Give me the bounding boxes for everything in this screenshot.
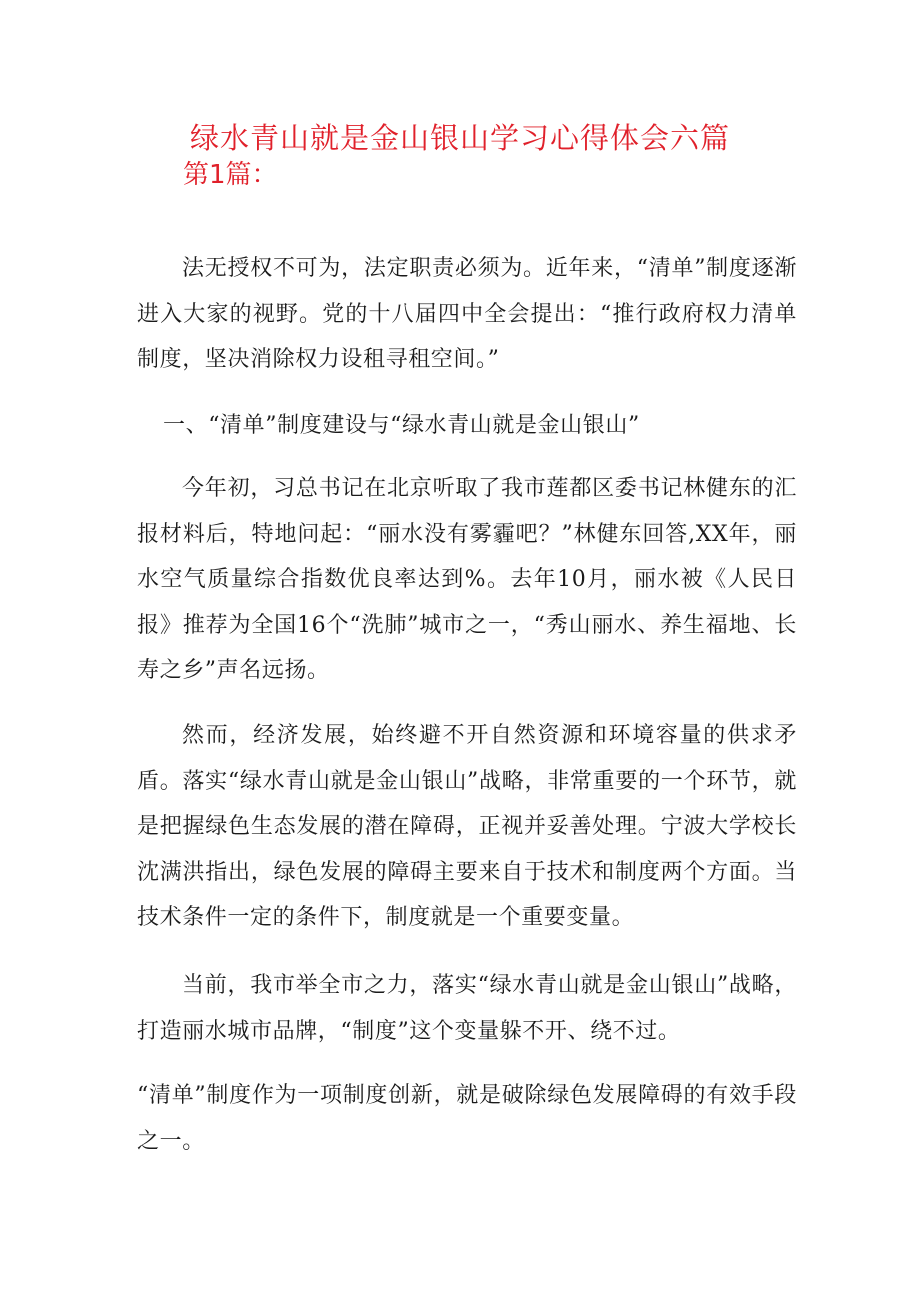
paragraph-checklist: “清单”制度作为一项制度创新，就是破除绿色发展障碍的有效手段之一。: [137, 1083, 797, 1154]
paragraph-intro: 法无授权不可为，法定职责必须为。近年来，“清单”制度逐渐进入大家的视野。党的十八届四中全会提出：“推行政府权力清单制度，坚决消除权力设租寻租空间。”: [137, 256, 797, 372]
paragraph-current: 当前，我市举全市之力，落实“绿水青山就是金山银山”战略，打造丽水城市品牌，“制度”这个变量躲不开、绕不过。: [137, 973, 797, 1044]
paragraph-lishui: 今年初，习总书记在北京听取了我市莲都区委书记林健东的汇报材料后，特地问起：“丽水没有雾霾吧？”林健东回答,XX年，丽水空气质量综合指数优良率达到%。去年10月，丽水被《人民日报》推荐为全国16个“洗肺”城市之一，“秀山丽水、养生福地、长寿之乡”声名远扬。: [137, 476, 797, 683]
section-heading: 第1篇：: [183, 160, 278, 190]
subheading-one: 一、“清单”制度建设与“绿水青山就是金山银山”: [163, 413, 640, 438]
paragraph-obstacles: 然而，经济发展，始终避不开自然资源和环境容量的供求矛盾。落实“绿水青山就是金山银山”战略，非常重要的一个环节，就是把握绿色生态发展的潜在障碍，正视并妥善处理。宁波大学校长沈满洪指出，绿色发展的障碍主要来自于技术和制度两个方面。当技术条件一定的条件下，制度就是一个重要变量。: [137, 723, 797, 930]
document-title: 绿水青山就是金山银山学习心得体会六篇: [189, 121, 730, 155]
